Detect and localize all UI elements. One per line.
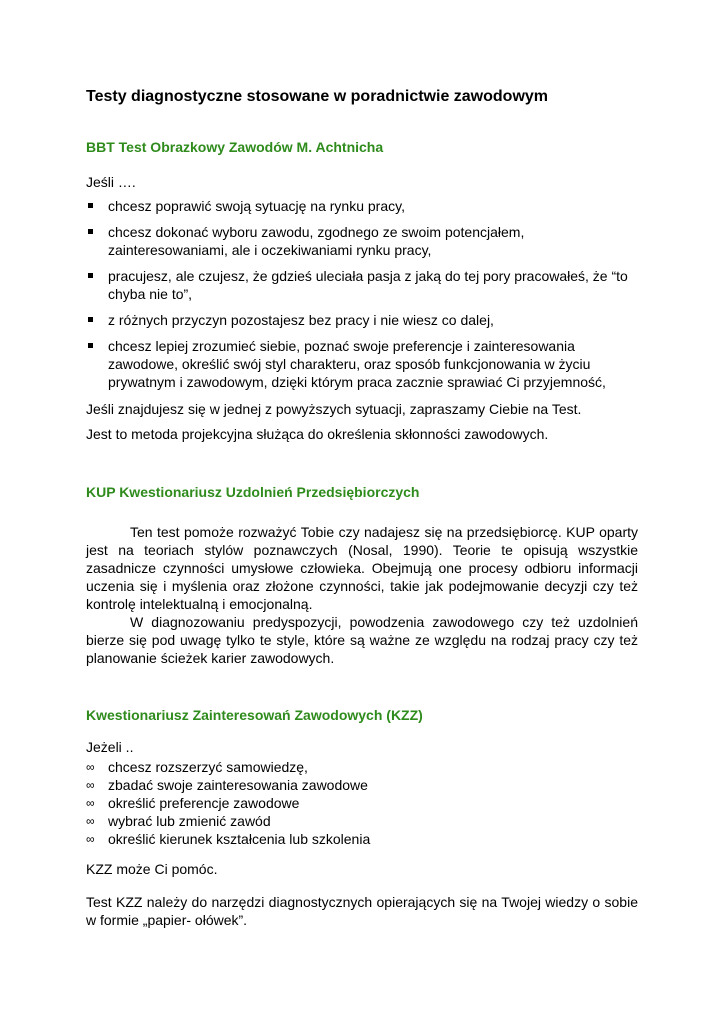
bbt-heading: BBT Test Obrazkowy Zawodów M. Achtnicha bbox=[86, 139, 384, 155]
list-item bbox=[86, 267, 638, 303]
kup-heading: KUP Kwestionariusz Uzdolnień Przedsiębiorczych bbox=[86, 484, 420, 500]
infinity-bullet-icon: ∞ bbox=[86, 760, 95, 774]
kzz-item-text: chcesz rozszerzyć samowiedzę, bbox=[108, 759, 308, 775]
list-item bbox=[86, 758, 638, 776]
bbt-closing-2: Jest to metoda projekcyjna służąca do określenia skłonności zawodowych. bbox=[86, 426, 549, 442]
kzz-closing: Test KZZ należy do narzędzi diagnostycznych opierających się na Twojej wiedzy o sobie w formie „papier- ołówek”. bbox=[86, 894, 638, 928]
list-item bbox=[86, 830, 638, 848]
square-bullet-icon bbox=[88, 317, 93, 322]
square-bullet-icon bbox=[88, 273, 93, 278]
bbt-item-text: z różnych przyczyn pozostajesz bez pracy i nie wiesz co dalej, bbox=[108, 312, 494, 328]
kzz-bullet-list bbox=[86, 758, 638, 848]
infinity-bullet-icon: ∞ bbox=[86, 778, 95, 792]
list-item bbox=[86, 223, 638, 259]
kzz-intro: Jeżeli .. bbox=[86, 739, 134, 755]
infinity-bullet-icon: ∞ bbox=[86, 796, 95, 810]
document-title: Testy diagnostyczne stosowane w poradnictwie zawodowym bbox=[86, 88, 549, 105]
bbt-item-text: chcesz poprawić swoją sytuację na rynku pracy, bbox=[108, 198, 405, 214]
list-item bbox=[86, 776, 638, 794]
kzz-item-text: wybrać lub zmienić zawód bbox=[108, 813, 271, 829]
list-item bbox=[86, 197, 638, 215]
bbt-closing-1: Jeśli znajdujesz się w jednej z powyższych sytuacji, zapraszamy Ciebie na Test. bbox=[86, 401, 582, 417]
kzz-item-text: określić kierunek kształcenia lub szkolenia bbox=[108, 831, 371, 847]
bbt-item-text: chcesz dokonać wyboru zawodu, zgodnego ze swoim potencjałem, zainteresowaniami, ale i oczekiwaniami rynku pracy, bbox=[108, 224, 525, 258]
bbt-intro: Jeśli …. bbox=[86, 174, 136, 190]
list-item bbox=[86, 311, 638, 329]
bbt-item-text: chcesz lepiej zrozumieć siebie, poznać swoje preferencje i zainteresowania zawodowe, określić swój styl charakteru, oraz sposób funkcjonowania w życiu prywatnym i zawodowym, dzięki którym praca zacznie sprawiać Ci przyjemność, bbox=[108, 338, 606, 390]
kzz-item-text: zbadać swoje zainteresowania zawodowe bbox=[108, 777, 368, 793]
infinity-bullet-icon: ∞ bbox=[86, 814, 95, 828]
list-item bbox=[86, 337, 638, 391]
square-bullet-icon bbox=[88, 343, 93, 348]
kzz-heading: Kwestionariusz Zainteresowań Zawodowych (KZZ) bbox=[86, 707, 423, 723]
kup-paragraph-2: W diagnozowaniu predyspozycji, powodzenia zawodowego czy też uzdolnień bierze się pod uwagę tylko te style, które są ważne ze względu na rodzaj pracy czy też planowanie ścieżek karier zawodowych. bbox=[86, 614, 638, 666]
kzz-item-text: określić preferencje zawodowe bbox=[108, 795, 300, 811]
document-page bbox=[86, 0, 638, 1024]
infinity-bullet-icon: ∞ bbox=[86, 832, 95, 846]
square-bullet-icon bbox=[88, 203, 93, 208]
bbt-bullet-list bbox=[86, 197, 638, 399]
list-item bbox=[86, 794, 638, 812]
list-item bbox=[86, 812, 638, 830]
kzz-help: KZZ może Ci pomóc. bbox=[86, 861, 218, 877]
square-bullet-icon bbox=[88, 229, 93, 234]
kup-paragraph-1: Ten test pomoże rozważyć Tobie czy nadajesz się na przedsiębiorcę. KUP oparty jest na teoriach stylów poznawczych (Nosal, 1990). Teorie te opisują wszystkie zasadnicze czynności umysłowe człowieka. Obejmują one procesy odbioru informacji uczenia się i myślenia oraz złożone czynności, takie jak podejmowanie decyzji czy też kontrolę intelektualną i emocjonalną. bbox=[86, 524, 638, 612]
bbt-item-text: pracujesz, ale czujesz, że gdzieś uleciała pasja z jaką do tej pory pracowałeś, że “to chyba nie to”, bbox=[108, 268, 628, 302]
